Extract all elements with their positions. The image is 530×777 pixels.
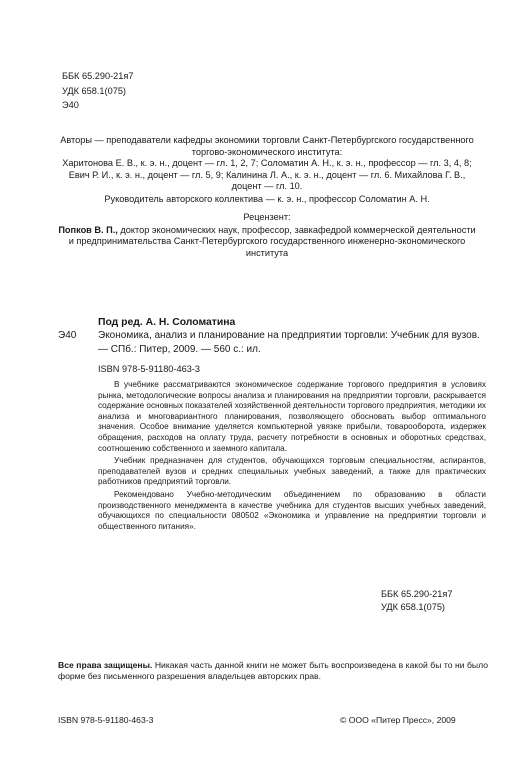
annotation-paragraph-1: В учебнике рассматриваются экономическое содержание торгового предприятия в условиях рынка, методологические вопросы анализа и планирования на предприятии торговли, раскрывается содержание основных показателей хозяйственной деятельности торгового предприятия, методики их анализа и многовариантного планирования, позволяющего обосновать выбор оптимального значения. Особое внимание уделяется компьютерной увязке прибыли, товарооборота, издержек обращения, расходов на оплату труда, расчету потребности в основных и оборотных средствах, соотношению собственного и заемного капитала. — [98, 380, 486, 453]
editor-line: Под ред. А. Н. Соломатина — [98, 317, 236, 328]
author-sign: Э40 — [62, 100, 79, 110]
rights-text: Никакая часть данной книги не может быть воспроизведена в какой бы то ни было форме без письменного разрешения владельцев авторских прав. — [58, 660, 488, 681]
udk-code: УДК 658.1(075) — [62, 85, 126, 96]
bbk-code: ББК 65.290-21я7 — [62, 71, 134, 81]
reviewer-title: Рецензент: — [243, 212, 291, 222]
entry-sign: Э40 — [58, 330, 77, 341]
classification-codes — [62, 69, 133, 113]
reviewer-name: Попков В. П., — [58, 224, 118, 235]
rights-bold: Все права защищены. — [58, 660, 153, 670]
entry-title-row — [58, 329, 488, 356]
footer-isbn: ISBN 978-5-91180-463-3 — [58, 715, 154, 725]
classification-codes-bottom — [381, 588, 452, 613]
isbn-line: ISBN 978-5-91180-463-3 — [98, 364, 200, 374]
annotation-block — [98, 380, 486, 534]
annotation-paragraph-3: Рекомендовано Учебно-методическим объединением по образованию в области производственного менеджмента в качестве учебника для студентов высших учебных заведений, обучающихся по специальности 080502 «Экономика и управление на предприятии торговли и общественного питания». — [98, 489, 486, 531]
authors-intro: Авторы — преподаватели кафедры экономики торговли Санкт-Петербургского государственного торгово-экономического института: — [60, 135, 474, 157]
book-title: Экономика, анализ и планирование на предприятии торговли: Учебник для вузов. — СПб.: Питер, 2009. — 560 с.: ил. — [98, 330, 480, 355]
rights-notice — [58, 660, 488, 682]
reviewer-description: доктор экономических наук, профессор, завкафедрой коммерческой деятельности и предпринимательства Санкт-Петербургского государственного инженерно-экономического института — [68, 224, 476, 258]
annotation-paragraph-2: Учебник предназначен для студентов, обучающихся торговым специальностям, аспирантов, преподавателей вузов и средних специальных учебных заведений, а также для практических работников предприятий торговли. — [98, 456, 486, 487]
reviewer-block — [58, 212, 476, 259]
authors-leader: Руководитель авторского коллектива — к. э. н., профессор Соломатин А. Н. — [104, 193, 430, 204]
bbk-code-bottom: ББК 65.290-21я7 — [381, 589, 453, 599]
authors-list: Харитонова Е. В., к. э. н., доцент — гл. 1, 2, 7; Соломатин А. Н., к. э. н., профессор — гл. 3, 4, 8; Евич Р. И., к. э. н., доцент — гл. 5, 9; Калинина Л. А., к. э. н., доцент — гл. 6. Михайлова Г. В., доцент — гл. 10. — [62, 158, 472, 192]
footer-copyright: © ООО «Питер Пресс», 2009 — [340, 715, 456, 725]
authors-block — [58, 135, 476, 206]
bibliographic-entry — [58, 316, 488, 356]
reviewer-text — [58, 225, 476, 260]
udk-code-bottom: УДК 658.1(075) — [381, 601, 445, 612]
